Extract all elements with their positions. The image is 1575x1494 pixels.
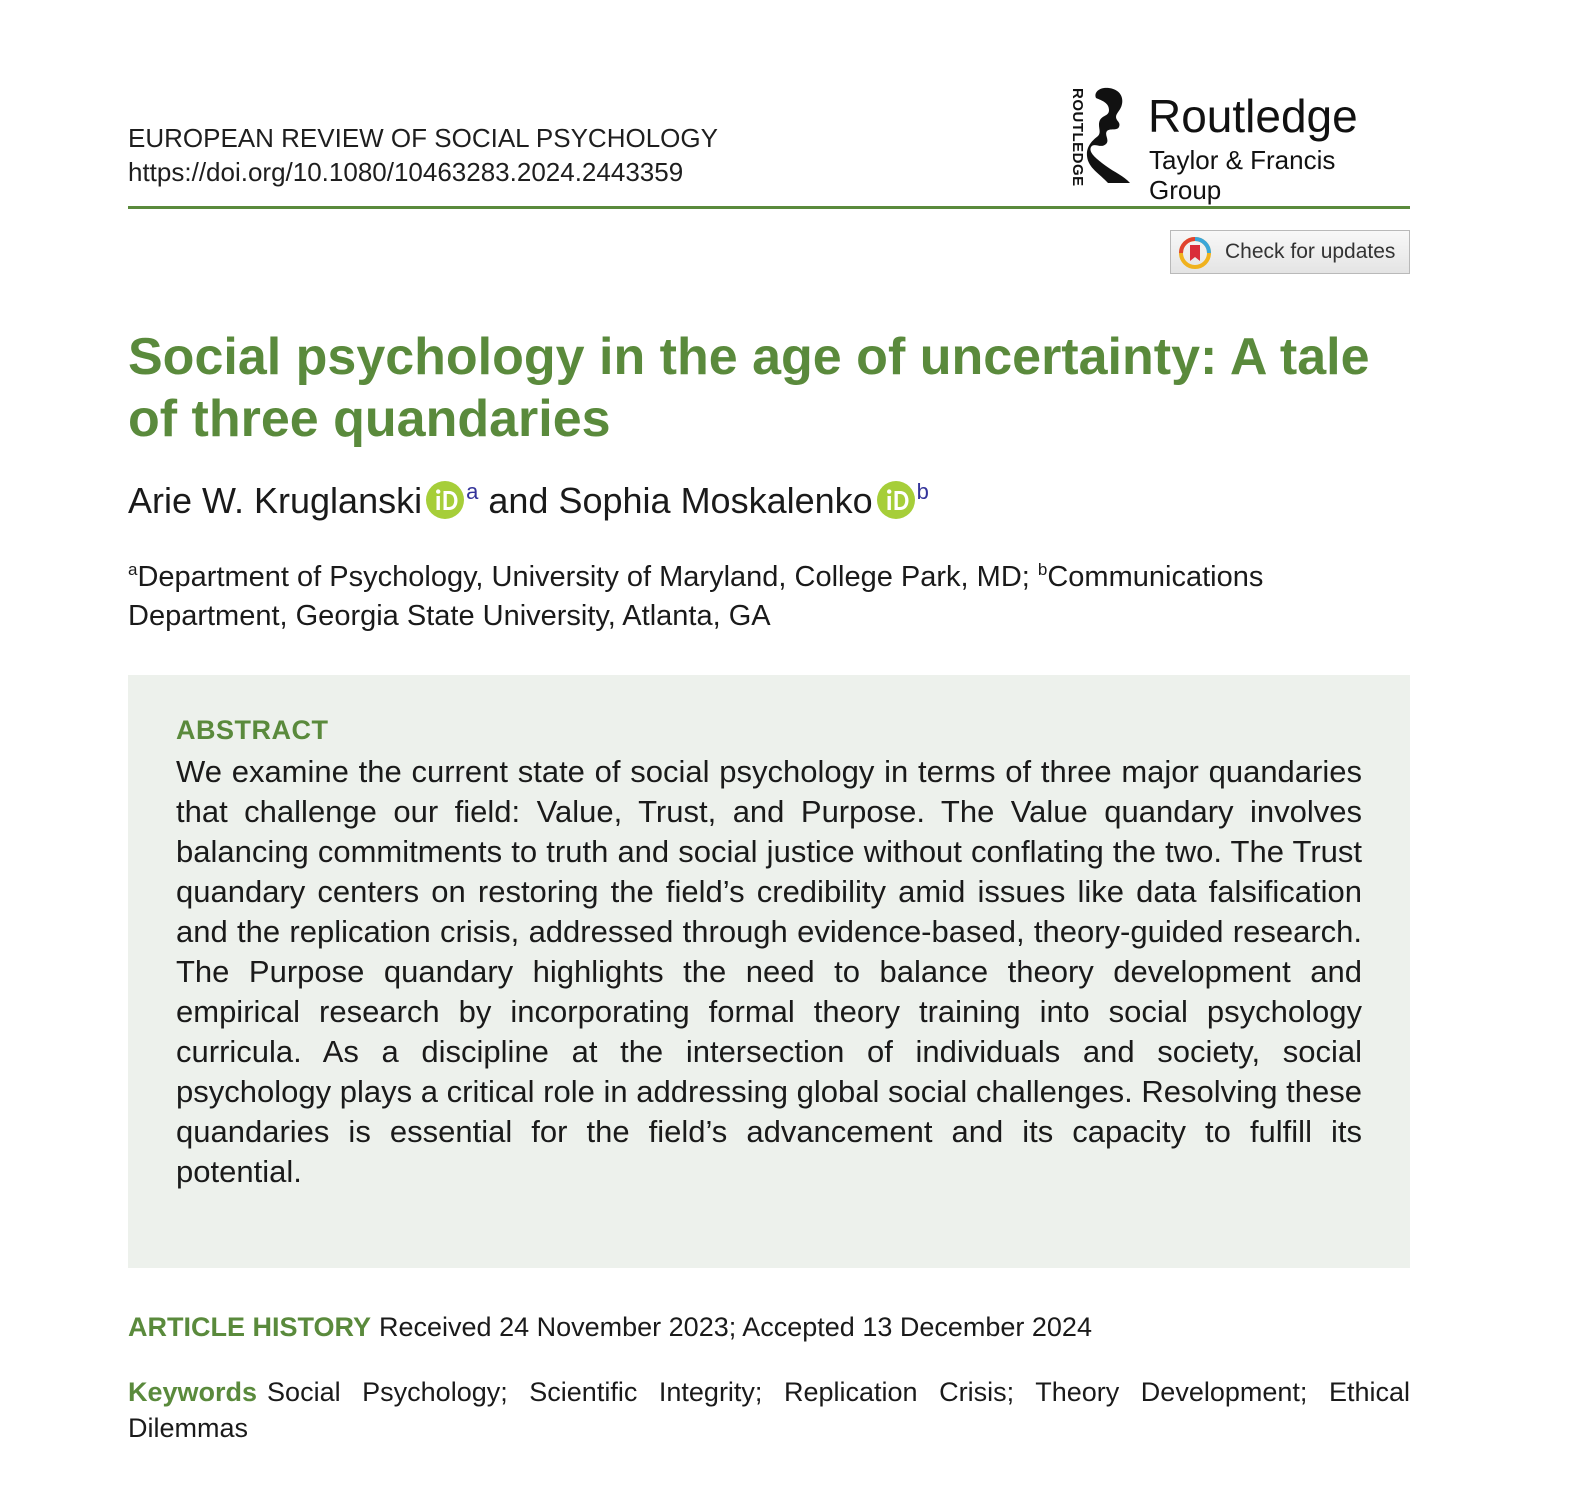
article-history: [128, 1308, 1092, 1346]
check-for-updates-label: Check for updates: [1225, 240, 1396, 263]
abstract-box: [128, 675, 1410, 1268]
doi-link[interactable]: https://doi.org/10.1080/10463283.2024.2443359: [128, 157, 684, 187]
author-conjunction: and: [488, 480, 549, 521]
author-name: Sophia Moskalenko: [558, 480, 873, 521]
affiliation-mark: b: [1037, 560, 1048, 579]
abstract-heading: ABSTRACT: [176, 715, 329, 745]
orcid-icon[interactable]: [426, 481, 464, 519]
abstract-text: We examine the current state of social psychology in terms of three major quandaries that challenge our field: Value, Trust, and Purpose. The Value quandary involves balancing commitments to truth and social justice without conflating the two. The Trust quandary centers on restoring the field’s credibility amid issues like data falsification and the replication crisis, addressed through evidence-based, theory-guided research. The Purpose quandary highlights the need to balance theory development and empirical research by incorporating formal theory training into social psychology curricula. As a discipline at the intersection of individuals and society, social psychology plays a critical role in addressing global social challenges. Resolving these quandaries is essential for the field’s advancement and its capacity to fulfill its potential.: [176, 754, 1362, 1189]
affiliation-mark: a: [128, 560, 138, 579]
orcid-icon[interactable]: [877, 481, 915, 519]
routledge-vertical-text: ROUTLEDGE: [1069, 88, 1086, 187]
keywords-label: Keywords: [128, 1377, 258, 1407]
keywords-text: Social Psychology; Scientific Integrity; Replication Crisis; Theory Development; Ethical Dilemmas: [128, 1377, 1410, 1443]
author-list: [128, 478, 929, 524]
journal-name: EUROPEAN REVIEW OF SOCIAL PSYCHOLOGY: [128, 123, 718, 153]
author-name: Arie W. Kruglanski: [128, 480, 423, 521]
journal-header: [128, 121, 718, 189]
routledge-logo[interactable]: [1066, 86, 1410, 205]
article-title: Social psychology in the age of uncertainty: A tale of three quandaries: [128, 328, 1370, 448]
affiliation-mark[interactable]: b: [916, 479, 929, 504]
check-for-updates-icon: [1179, 237, 1211, 269]
affiliation-text: Communications Department, Georgia State University, Atlanta, GA: [128, 561, 1264, 632]
check-for-updates-button[interactable]: [1170, 230, 1410, 274]
header-divider: [128, 206, 1410, 209]
article-history-text: Received 24 November 2023; Accepted 13 December 2024: [379, 1312, 1092, 1342]
article-first-page: [128, 0, 1410, 1494]
keywords: [128, 1374, 1410, 1446]
publisher-group: Taylor & Francis Group: [1149, 145, 1336, 205]
affiliations: [128, 558, 1410, 636]
routledge-logo-icon: [1086, 86, 1134, 184]
affiliation-text: Department of Psychology, University of Maryland, College Park, MD;: [137, 561, 1038, 593]
publisher-name: Routledge: [1148, 90, 1358, 142]
article-history-label: ARTICLE HISTORY: [128, 1312, 372, 1342]
affiliation-mark[interactable]: a: [466, 479, 479, 504]
